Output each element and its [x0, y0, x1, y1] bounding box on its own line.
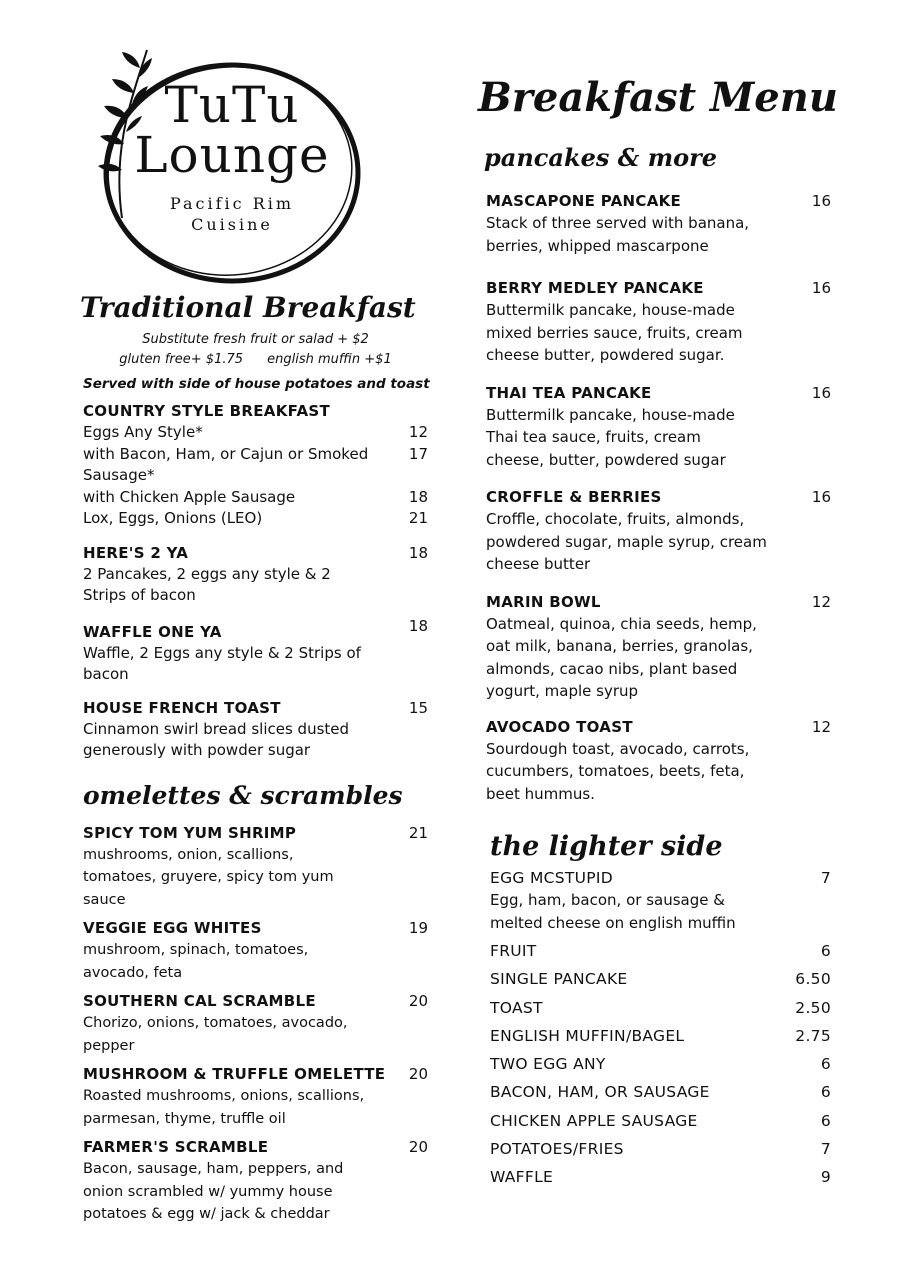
item-description: Cinnamon swirl bread slices dusted generously with powder sugar — [83, 719, 350, 759]
item-price: 2.50 — [795, 998, 831, 1017]
item-name: MUSHROOM & TRUFFLE OMELETTE — [83, 1065, 386, 1083]
list-item — [490, 997, 831, 1019]
lighter-side-heading: the lighter side — [490, 831, 723, 862]
item-name: VEGGIE EGG WHITES — [83, 919, 262, 937]
option-price: 18 — [408, 487, 428, 506]
item-price: 6 — [820, 1111, 831, 1130]
item-price: 16 — [811, 383, 831, 402]
list-item — [490, 1110, 831, 1132]
menu-item-waffle-one-ya — [83, 616, 428, 686]
menu-item-veggie-egg-whites — [83, 917, 428, 984]
logo-name-line2: Lounge — [134, 126, 330, 184]
item-price: 9 — [820, 1168, 831, 1187]
menu-item-avocado-toast — [486, 716, 831, 806]
option-row — [83, 422, 428, 444]
left-column — [80, 290, 430, 1226]
menu-item-croffle-berries — [486, 486, 831, 576]
item-price: 21 — [408, 823, 428, 842]
list-item — [490, 1053, 831, 1075]
item-description: Sourdough toast, avocado, carrots, cucumbers, tomatoes, beets, feta, beet hummus. — [486, 739, 750, 803]
option-row — [83, 444, 428, 487]
option-label: with Bacon, Ham, or Cajun or Smoked Sausage* — [83, 444, 369, 484]
menu-item-country-style — [83, 400, 428, 530]
menu-item-house-french-toast — [83, 697, 428, 762]
lighter-side-section — [486, 829, 831, 1188]
item-description: 2 Pancakes, 2 eggs any style & 2 Strips of bacon — [83, 564, 331, 604]
item-name: WAFFLE — [490, 1168, 554, 1187]
option-price: 17 — [408, 444, 428, 463]
page-title: Breakfast Menu — [478, 74, 838, 121]
item-name: TWO EGG ANY — [490, 1055, 606, 1074]
item-price: 20 — [408, 1065, 428, 1083]
menu-item-mushroom-truffle-omelette — [83, 1063, 428, 1130]
item-name: SOUTHERN CAL SCRAMBLE — [83, 992, 316, 1010]
logo-tagline-line1: Pacific Rim — [169, 194, 295, 213]
item-price: 16 — [811, 279, 831, 297]
served-with-note: Served with side of house potatoes and toast — [83, 376, 430, 392]
item-name: MASCAPONE PANCAKE — [486, 192, 682, 210]
item-description: Oatmeal, quinoa, chia seeds, hemp, oat milk, banana, berries, granolas, almonds, cacao nibs, plant based yogurt, maple syrup — [486, 614, 757, 700]
item-description: mushrooms, onion, scallions, tomatoes, gruyere, spicy tom yum sauce — [83, 846, 334, 908]
logo-tagline-line2: Cuisine — [191, 215, 273, 234]
right-column — [478, 70, 838, 1188]
item-name: FRUIT — [490, 942, 537, 960]
item-name: FARMER'S SCRAMBLE — [83, 1138, 269, 1156]
item-description: Chorizo, onions, tomatoes, avocado, pepper — [83, 1015, 348, 1054]
logo — [92, 38, 367, 288]
menu-item-heres-2-ya — [83, 542, 428, 607]
item-name: ENGLISH MUFFIN/BAGEL — [490, 1026, 685, 1045]
item-price: 6 — [820, 942, 831, 960]
item-price: 6 — [820, 1055, 831, 1074]
menu-item-marin-bowl — [486, 591, 831, 703]
note-gluten-free: gluten free+ $1.75 — [119, 352, 244, 367]
item-name: BERRY MEDLEY PANCAKE — [486, 279, 704, 297]
item-name: SPICY TOM YUM SHRIMP — [83, 823, 297, 842]
omelettes-heading: omelettes & scrambles — [83, 780, 403, 810]
item-price: 18 — [408, 616, 428, 635]
option-price: 21 — [408, 509, 428, 527]
option-label: Lox, Eggs, Onions (LEO) — [83, 509, 263, 527]
item-description: Waffle, 2 Eggs any style & 2 Strips of bacon — [83, 643, 361, 683]
item-name: CROFFLE & BERRIES — [486, 488, 662, 506]
menu-item-thai-tea-pancake — [486, 382, 831, 472]
option-price: 12 — [408, 423, 428, 441]
item-price: 12 — [811, 592, 831, 611]
menu-item-berry-medley-pancake — [486, 277, 831, 367]
item-name: COUNTRY STYLE BREAKFAST — [83, 402, 330, 420]
item-description: Stack of three served with banana, berries, whipped mascarpone — [486, 214, 750, 255]
menu-item-southern-cal-scramble — [83, 990, 428, 1057]
list-item — [490, 1166, 831, 1188]
item-name: TOAST — [490, 998, 543, 1017]
option-label: Eggs Any Style* — [83, 423, 203, 441]
item-price: 16 — [811, 192, 831, 210]
option-row — [83, 508, 428, 530]
item-name: SINGLE PANCAKE — [490, 970, 628, 989]
item-name: CHICKEN APPLE SAUSAGE — [490, 1111, 698, 1130]
list-item — [490, 1138, 831, 1160]
item-price: 7 — [820, 1140, 831, 1159]
pancakes-heading: pancakes & more — [484, 143, 718, 172]
item-description: Roasted mushrooms, onions, scallions, parmesan, thyme, truffle oil — [83, 1088, 365, 1127]
list-item — [490, 940, 831, 962]
note-fruit-salad: Substitute fresh fruit or salad + $2 — [142, 332, 369, 347]
traditional-heading: Traditional Breakfast — [80, 291, 416, 324]
logo-name-line1: TuTu — [164, 76, 300, 134]
item-name: EGG MCSTUPID — [490, 869, 614, 887]
item-description: Egg, ham, bacon, or sausage & melted cheese on english muffin — [490, 891, 736, 932]
menu-item-egg-mcstupid — [490, 867, 831, 934]
item-name: THAI TEA PANCAKE — [486, 383, 652, 402]
item-price: 16 — [811, 488, 831, 506]
item-price: 18 — [408, 543, 428, 562]
list-item — [490, 1025, 831, 1047]
item-price: 6 — [820, 1083, 831, 1102]
item-price: 7 — [820, 869, 831, 887]
item-name: AVOCADO TOAST — [486, 717, 633, 736]
item-name: HOUSE FRENCH TOAST — [83, 698, 281, 717]
menu-item-mascapone-pancake — [486, 190, 831, 257]
item-price: 6.50 — [795, 970, 831, 989]
note-english-muffin: english muffin +$1 — [267, 352, 392, 367]
item-name: BACON, HAM, OR SAUSAGE — [490, 1083, 710, 1102]
item-price: 20 — [408, 1138, 428, 1156]
item-name: HERE'S 2 YA — [83, 543, 189, 562]
item-price: 2.75 — [795, 1026, 831, 1045]
item-name: POTATOES/FRIES — [490, 1140, 624, 1159]
item-price: 20 — [408, 992, 428, 1010]
item-description: Buttermilk pancake, house-made Thai tea sauce, fruits, cream cheese, butter, powdered sugar — [486, 405, 735, 469]
item-price: 15 — [408, 698, 428, 717]
option-label: with Chicken Apple Sausage — [83, 487, 296, 506]
list-item — [490, 1081, 831, 1103]
item-name: WAFFLE ONE YA — [83, 622, 222, 641]
item-description: Bacon, sausage, ham, peppers, and onion scrambled w/ yummy house potatoes & egg w/ jack & cheddar — [83, 1161, 344, 1222]
menu-item-farmers-scramble — [83, 1136, 428, 1226]
item-price: 19 — [408, 919, 428, 937]
item-name: MARIN BOWL — [486, 592, 601, 611]
option-row — [83, 487, 428, 509]
item-description: Croffle, chocolate, fruits, almonds, powdered sugar, maple syrup, cream cheese butter — [486, 510, 767, 573]
item-description: Buttermilk pancake, house-made mixed berries sauce, fruits, cream cheese butter, powdered sugar. — [486, 301, 743, 364]
note-options — [83, 350, 428, 370]
list-item — [490, 968, 831, 990]
menu-item-spicy-tom-yum-shrimp — [83, 822, 428, 912]
item-description: mushroom, spinach, tomatoes, avocado, feta — [83, 942, 309, 981]
substitution-notes — [83, 330, 428, 370]
item-price: 12 — [811, 717, 831, 736]
